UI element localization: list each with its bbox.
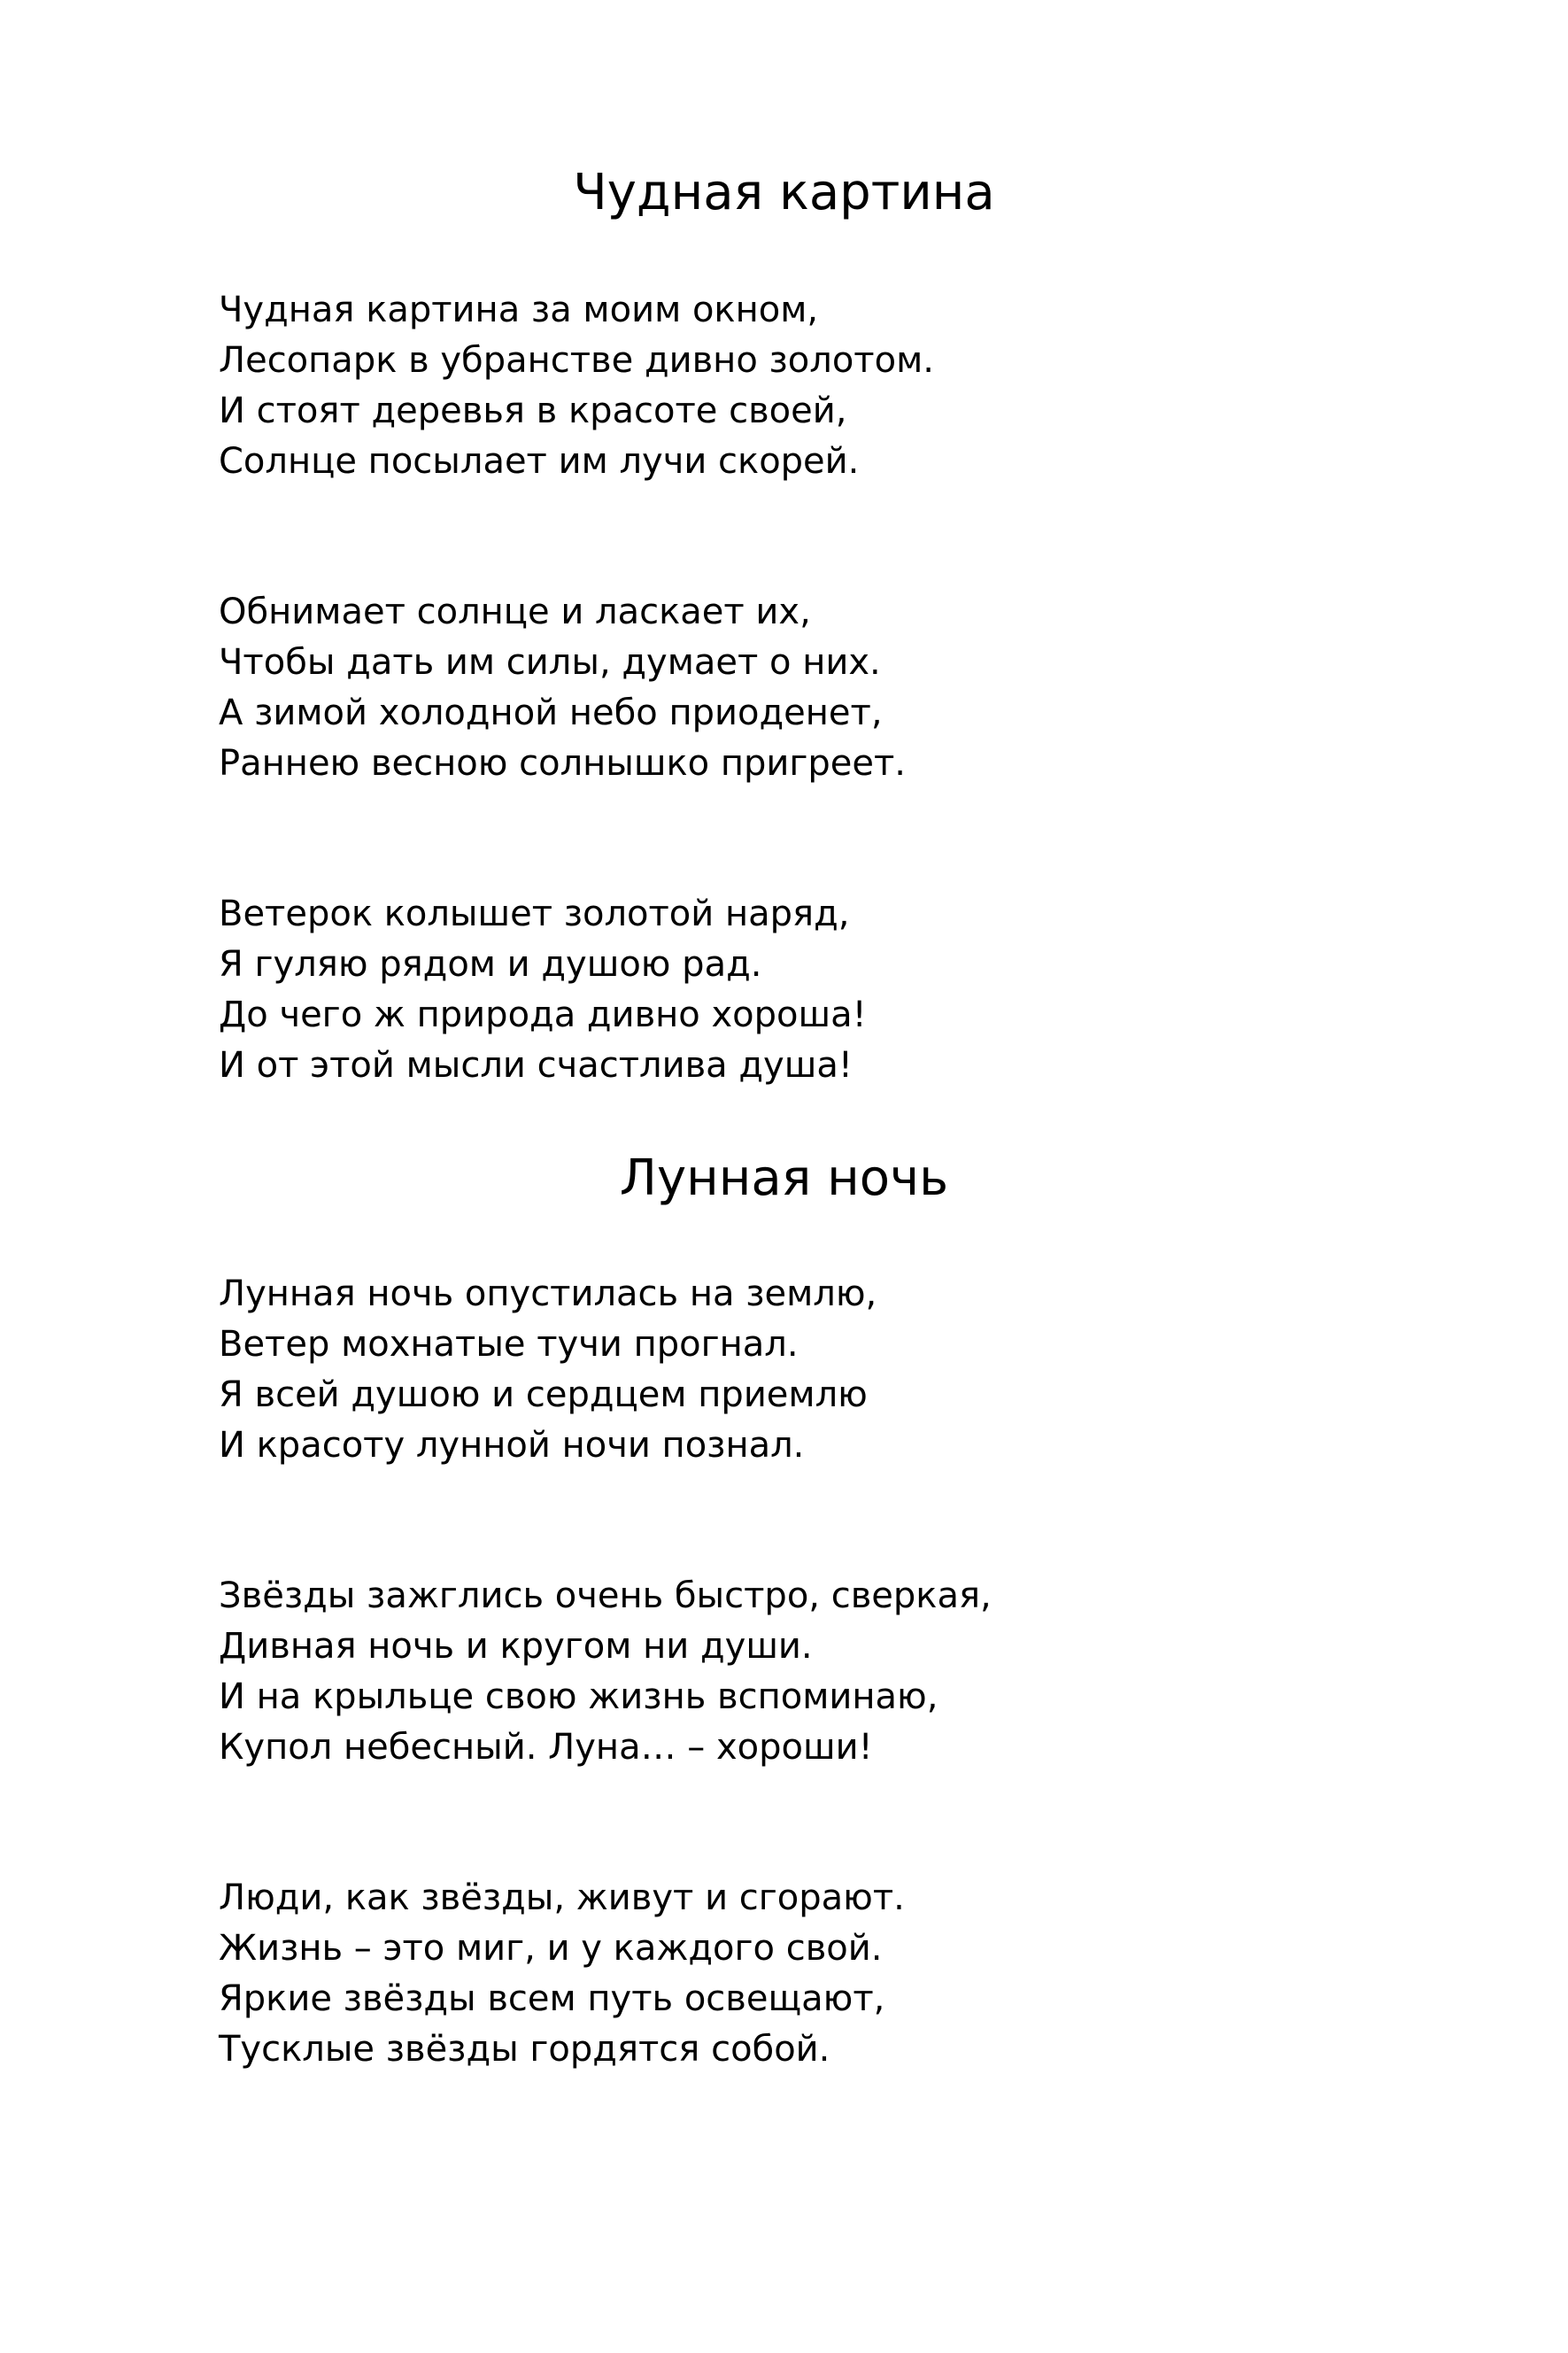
poem-line: Жизнь – это миг, и у каждого свой. bbox=[219, 1928, 883, 1969]
poem-line: Я всей душою и сердцем приемлю bbox=[219, 1374, 868, 1415]
stanza-1-3 bbox=[219, 889, 867, 1091]
poem-title-lunnaya-noch: Лунная ночь bbox=[619, 1149, 949, 1207]
poem-line: Тусклые звёзды гордятся собой. bbox=[219, 2029, 830, 2070]
stanza-2-1 bbox=[219, 1269, 877, 1471]
poem-line: Дивная ночь и кругом ни души. bbox=[219, 1626, 813, 1667]
poem-line: Раннею весною солнышко пригреет. bbox=[219, 743, 907, 784]
poem-title-chudnaya-kartina: Чудная картина bbox=[573, 164, 995, 221]
poem-line: Лесопарк в убранстве дивно золотом. bbox=[219, 340, 934, 381]
poem-line: Яркие звёзды всем путь освещают, bbox=[219, 1978, 885, 2019]
poem-line: И красоту лунной ночи познал. bbox=[219, 1425, 805, 1466]
poem-line: Чудная картина за моим окном, bbox=[219, 290, 819, 330]
poem-line: Я гуляю рядом и душою рад. bbox=[219, 944, 762, 985]
poem-line: Купол небесный. Луна… – хороши! bbox=[219, 1727, 873, 1768]
poem-line: А зимой холодной небо приоденет, bbox=[219, 693, 883, 733]
poem-line: И на крыльце свою жизнь вспоминаю, bbox=[219, 1676, 938, 1717]
poem-line: Ветерок колышет золотой наряд, bbox=[219, 894, 850, 934]
poem-line: До чего ж природа дивно хороша! bbox=[219, 995, 867, 1035]
poem-line: Лунная ночь опустилась на землю, bbox=[219, 1273, 877, 1314]
poem-line: Звёзды зажглись очень быстро, сверкая, bbox=[219, 1575, 992, 1616]
stanza-2-3 bbox=[219, 1873, 905, 2075]
stanza-1-1 bbox=[219, 285, 934, 487]
stanza-2-2 bbox=[219, 1571, 992, 1773]
poem-line: Обнимает солнце и ласкает их, bbox=[219, 592, 811, 632]
stanza-1-2 bbox=[219, 587, 906, 789]
poem-line: Солнце посылает им лучи скорей. bbox=[219, 441, 860, 482]
poem-line: И от этой мысли счастлива душа! bbox=[219, 1045, 853, 1086]
poem-line: Чтобы дать им силы, думает о них. bbox=[219, 642, 881, 683]
poem-line: Ветер мохнатые тучи прогнал. bbox=[219, 1324, 799, 1365]
poem-line: И стоят деревья в красоте своей, bbox=[219, 391, 847, 431]
poem-line: Люди, как звёзды, живут и сгорают. bbox=[219, 1877, 905, 1918]
